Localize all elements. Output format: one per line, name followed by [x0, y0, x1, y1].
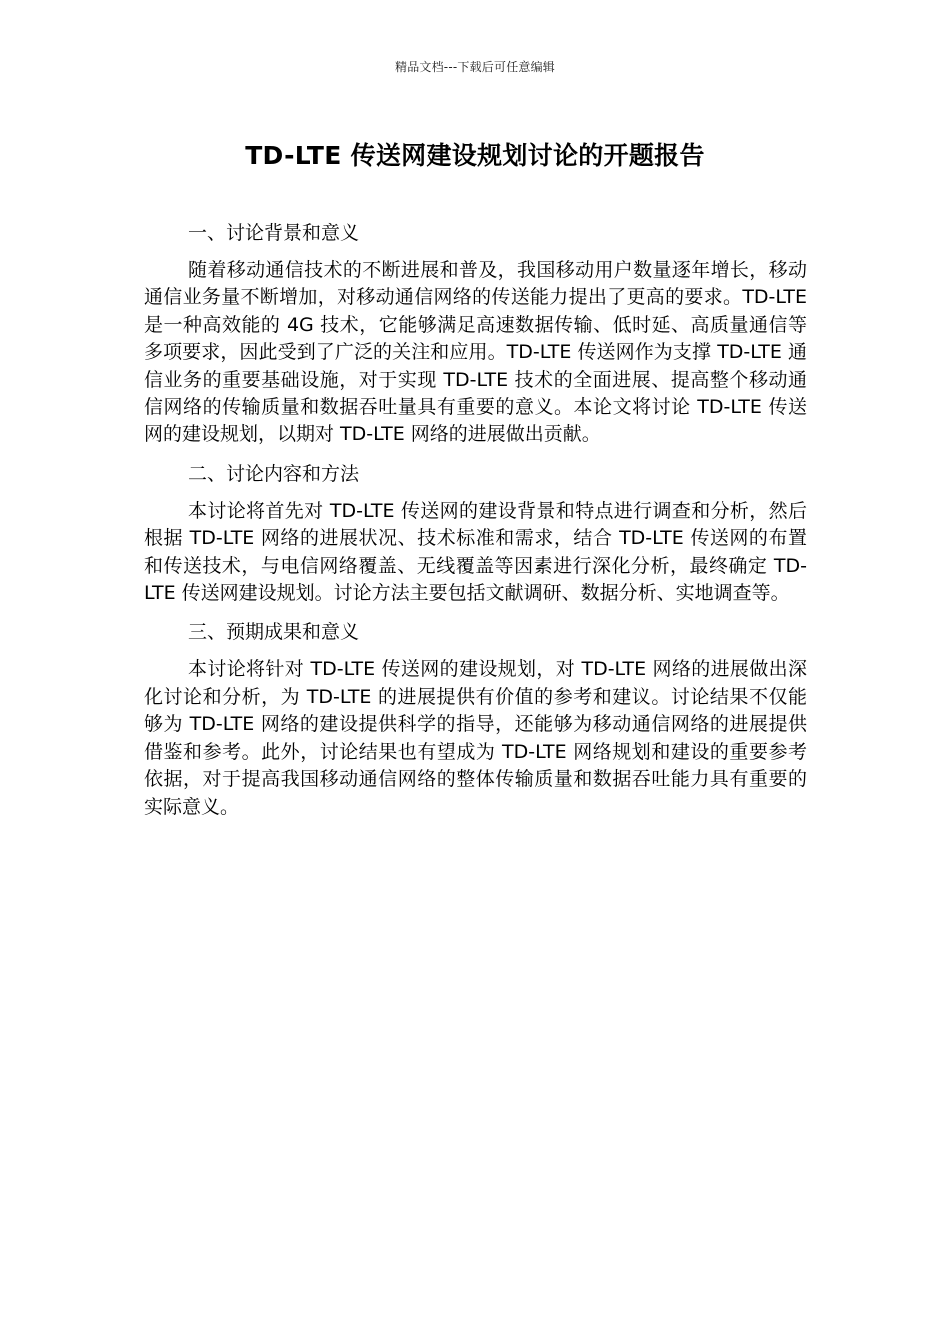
section-content-method: [144, 456, 807, 615]
section-paragraph: 本讨论将首先对 TD-LTE 传送网的建设背景和特点进行调查和分析，然后根据 TD-LTE 网络的进展状况、技术标准和需求，结合 TD-LTE 传送网的布置和传送技术，与电信网络覆盖、无线覆盖等因素进行深化分析，最终确定 TD-LTE 传送网建设规划。讨论方法主要包括文献调研、数据分析、实地调查等。: [144, 499, 807, 605]
header-note: 精品文档---下载后可任意编辑: [395, 60, 555, 74]
section-heading: 三、预期成果和意义: [188, 621, 360, 644]
section-expected-results: [144, 614, 807, 827]
section-background: [144, 215, 807, 456]
section-heading: 二、讨论内容和方法: [188, 462, 360, 485]
section-heading: 一、讨论背景和意义: [188, 222, 360, 244]
section-paragraph: 本讨论将针对 TD-LTE 传送网的建设规划，对 TD-LTE 网络的进展做出深化讨论和分析，为 TD-LTE 的进展提供有价值的参考和建议。讨论结果不仅能够为 TD-LTE 网络的建设提供科学的指导，还能够为移动通信网络的进展提供借鉴和参考。此外，讨论结果也有望成为 TD-LTE 网络规划和建设的重要参考依据，对于提高我国移动通信网络的整体传输质量和数据吞吐能力具有重要的实际意义。: [144, 658, 807, 818]
document-body: [144, 215, 807, 828]
document-title: TD-LTE 传送网建设规划讨论的开题报告: [245, 141, 705, 170]
section-paragraph: 随着移动通信技术的不断进展和普及，我国移动用户数量逐年增长，移动通信业务量不断增加，对移动通信网络的传送能力提出了更高的要求。TD-LTE 是一种高效能的 4G 技术，它能够满足高速数据传输、低时延、高质量通信等多项要求，因此受到了广泛的关注和应用。TD-LTE 传送网作为支撑 TD-LTE 通信业务的重要基础设施，对于实现 TD-LTE 技术的全面进展、提高整个移动通信网络的传输质量和数据吞吐量具有重要的意义。本论文将讨论 TD-LTE 传送网的建设规划，以期对 TD-LTE 网络的进展做出贡献。: [144, 259, 807, 446]
